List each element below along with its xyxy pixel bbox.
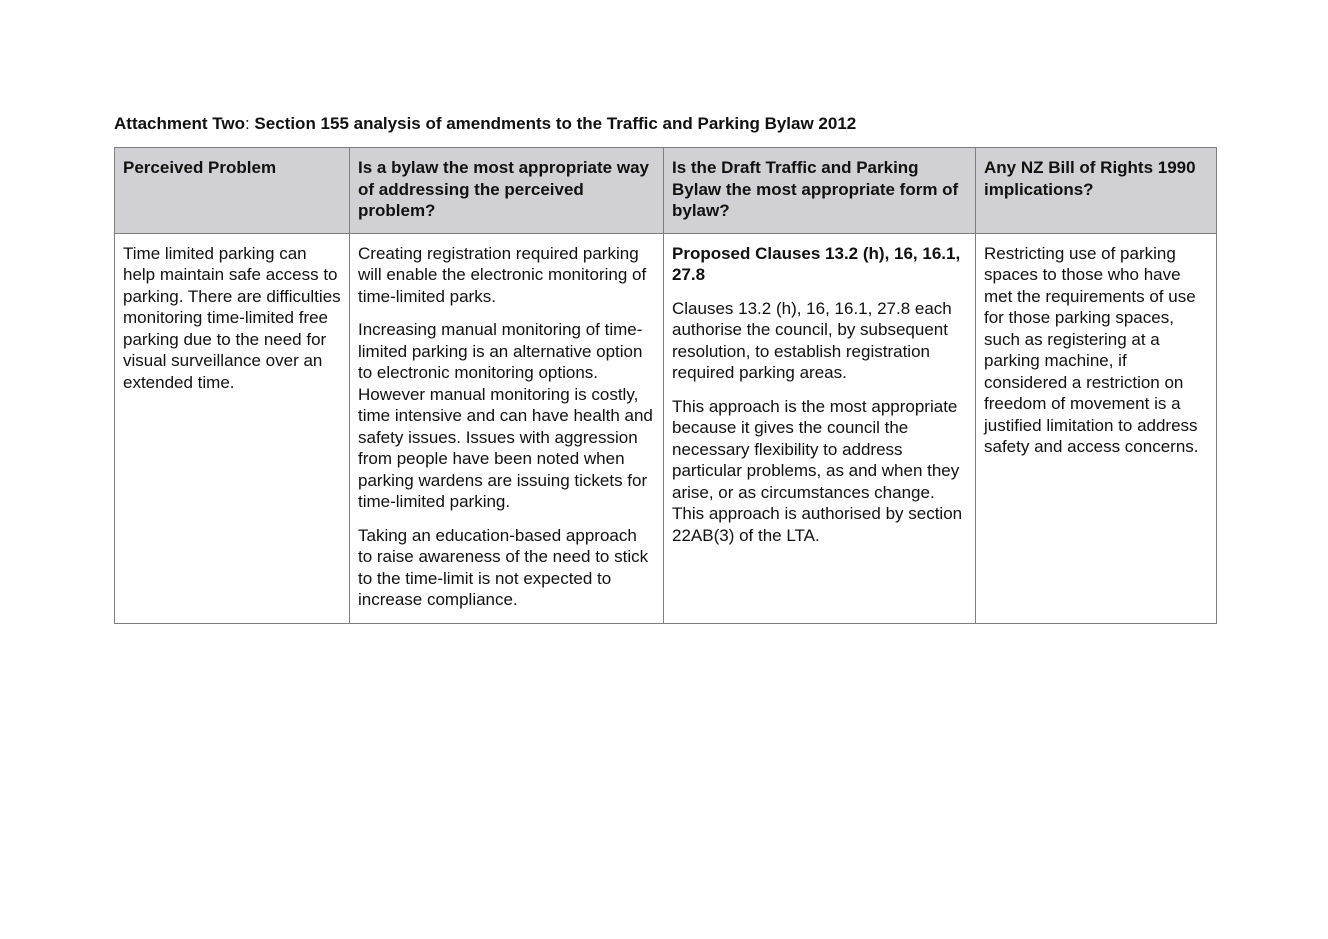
cell-perceived-problem: [115, 233, 350, 623]
header-perceived-problem: Perceived Problem: [115, 148, 350, 234]
document-page: [114, 112, 1216, 624]
form-paragraph-2: This approach is the most appropriate because it gives the council the necessary flexibility to address particular problems, as and when they arise, or as circumstances change. This approach is authorised by section 22AB(3) of the LTA.: [672, 396, 963, 545]
bill-of-rights-paragraph: Restricting use of parking spaces to those who have met the requirements of use for those parking spaces, such as registering at a parking machine, if considered a restriction on freedom of movement is a justified limitation to address safety and access concerns.: [984, 243, 1199, 456]
proposed-clauses-heading: Proposed Clauses 13.2 (h), 16, 16.1, 27.8: [672, 243, 961, 284]
section-155-analysis-table: [114, 147, 1217, 624]
cell-form-appropriate: [664, 233, 976, 623]
bylaw-paragraph-3: Taking an education-based approach to raise awareness of the need to stick to the time-limit is not expected to increase compliance.: [358, 525, 649, 609]
title-prefix: Attachment Two: [114, 114, 245, 133]
bylaw-paragraph-2: Increasing manual monitoring of time-limited parking is an alternative option to electronic monitoring options. However manual monitoring is costly, time intensive and can have health and safety issues. Issues with aggression from people have been noted when parking wardens are issuing tickets for time-limited parking.: [358, 320, 653, 511]
problem-paragraph: Time limited parking can help maintain safe access to parking. There are difficulties monitoring time-limited free parking due to the need for visual surveillance over an extended time.: [123, 243, 341, 392]
header-bylaw-appropriate: Is a bylaw the most appropriate way of addressing the perceived problem?: [350, 148, 664, 234]
form-paragraph-1: Clauses 13.2 (h), 16, 16.1, 27.8 each authorise the council, by subsequent resolution, to establish registration required parking areas.: [672, 298, 952, 382]
bylaw-paragraph-1: Creating registration required parking will enable the electronic monitoring of time-limited parks.: [358, 243, 647, 306]
header-form-appropriate: Is the Draft Traffic and Parking Bylaw the most appropriate form of bylaw?: [664, 148, 976, 234]
cell-bill-of-rights: [976, 233, 1217, 623]
table-header-row: [115, 148, 1217, 234]
title-colon: :: [244, 114, 250, 133]
title-rest: Section 155 analysis of amendments to the Traffic and Parking Bylaw 2012: [249, 114, 857, 133]
document-title: [114, 112, 1216, 136]
header-bill-of-rights: Any NZ Bill of Rights 1990 implications?: [976, 148, 1217, 234]
table-row: [115, 233, 1217, 623]
cell-bylaw-appropriate: [350, 233, 664, 623]
